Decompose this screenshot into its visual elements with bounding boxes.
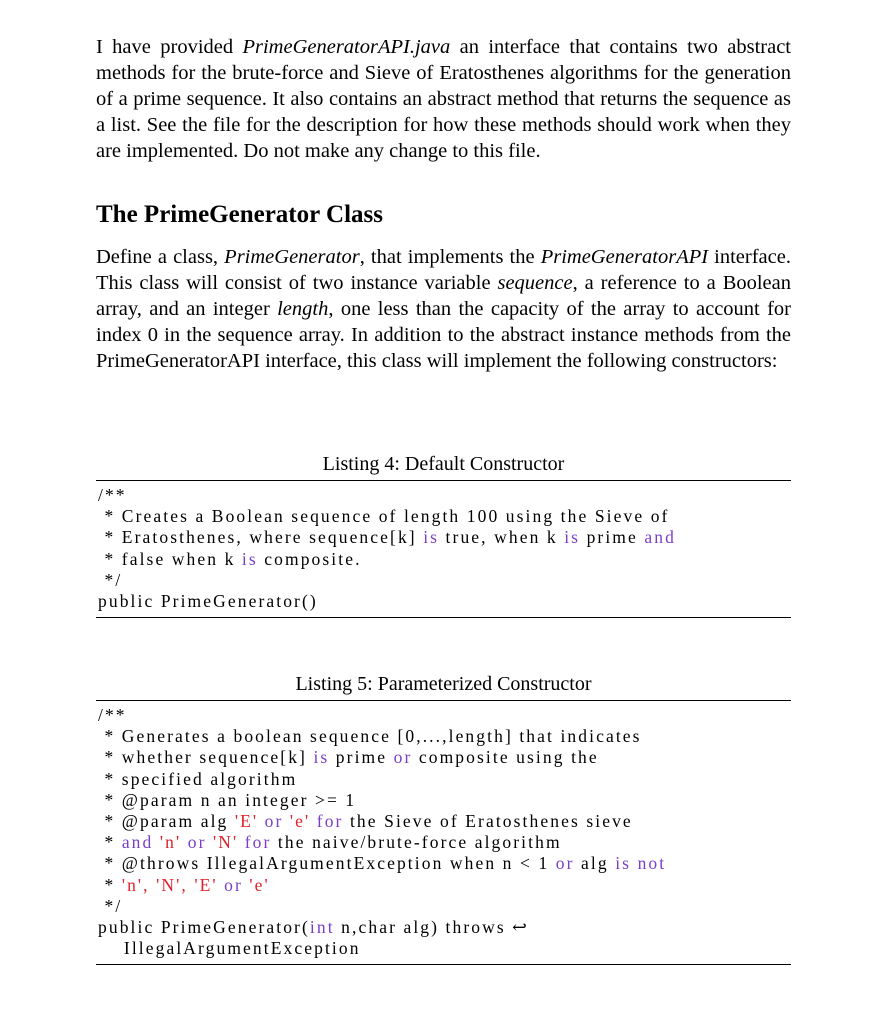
intro-paragraph (96, 34, 791, 164)
code-line: * Generates a boolean sequence [0,...,length] that indicates (98, 726, 642, 747)
code-line (98, 853, 666, 873)
listing-default-constructor (96, 452, 791, 618)
code-line: public PrimeGenerator() (98, 591, 318, 612)
code-keyword: for (316, 811, 344, 832)
class-name: PrimeGenerator (224, 246, 360, 268)
code-line: /** (98, 485, 127, 505)
code-text: * whether sequence[k] (98, 747, 314, 768)
sequence-var: sequence (497, 272, 573, 294)
intro-text: I have provided (96, 36, 243, 58)
code-keyword: int (309, 917, 335, 938)
desc-text-1: Define a class, (96, 246, 225, 268)
document-body (96, 34, 791, 374)
code-text: composite. (257, 548, 362, 569)
code-string: 'E' (234, 811, 259, 832)
listing-bottom-rule (96, 964, 791, 965)
code-line: * Creates a Boolean sequence of length 100 using the Sieve of (98, 506, 670, 527)
code-keyword: or (264, 811, 284, 832)
code-line (98, 811, 633, 831)
code-text: alg (574, 853, 616, 874)
listing-caption: Listing 5: Parameterized Constructor (295, 673, 592, 695)
code-keyword: is (564, 527, 581, 548)
code-line: IllegalArgumentException (98, 938, 361, 959)
code-block (96, 481, 791, 617)
code-text: composite using the (412, 747, 599, 768)
code-line (98, 917, 529, 937)
code-text: n,char alg) throws ↩ (334, 917, 530, 938)
code-line: /** (98, 705, 127, 725)
code-line: * specified algorithm (98, 768, 298, 789)
code-text: * (98, 832, 122, 853)
class-description-paragraph (96, 244, 791, 374)
code-string: 'n' (159, 832, 182, 853)
interface-name: PrimeGeneratorAPI (540, 246, 709, 268)
intro-text-rest: an interface that contains two abstract methods for the brute-force and Sieve of Eratosthenes algorithms for the generation of a prime sequence. It also contains an abstract method that returns the sequence as a list. See the file for the description for how these methods should work when they are implemented. Do not make any change to this file. (96, 36, 791, 162)
code-line: * @param n an integer >= 1 (98, 789, 357, 810)
code-text: prime (580, 527, 645, 548)
code-line (98, 527, 676, 547)
code-text: * @throws IllegalArgumentException when n < 1 (98, 853, 556, 874)
listing-parameterized-constructor (96, 672, 791, 965)
code-string: 'n', 'N', 'E' (121, 874, 218, 895)
code-line: */ (98, 895, 123, 916)
code-text: * Eratosthenes, where sequence[k] (98, 527, 424, 548)
code-text: the naive/brute-force algorithm (271, 832, 562, 853)
desc-text-4: , a reference to a Boolean array, and an integer (96, 272, 792, 320)
code-keyword: is (615, 853, 632, 874)
code-line (98, 875, 270, 895)
code-string: 'N' (212, 832, 239, 853)
desc-text-5: , one less than the capacity of the array to account for index 0 in the sequence array. In addition to the abstract instance methods from the PrimeGeneratorAPI interface, this class will implement the following constructors: (96, 298, 791, 372)
code-keyword: for (244, 832, 272, 853)
code-string: 'e' (249, 874, 270, 895)
code-keyword: or (187, 832, 207, 853)
code-keyword: or (555, 853, 575, 874)
code-keyword: not (637, 853, 667, 874)
code-text: true, when k (439, 527, 565, 548)
code-line (98, 747, 599, 767)
code-text: * (98, 874, 122, 895)
listing-bottom-rule (96, 617, 791, 618)
code-keyword: is (423, 527, 440, 548)
code-keyword: or (393, 747, 413, 768)
code-keyword: is (241, 548, 258, 569)
code-text: the Sieve of Eratosthenes sieve (343, 811, 633, 832)
code-block (96, 701, 791, 964)
code-keyword: and (121, 832, 154, 853)
code-text: prime (329, 747, 394, 768)
code-text: public PrimeGenerator( (98, 917, 310, 938)
length-var: length (277, 298, 329, 320)
code-text: * @param alg (98, 811, 235, 832)
listing-caption: Listing 4: Default Constructor (322, 453, 565, 475)
code-line: */ (98, 569, 123, 590)
code-string: 'e' (289, 811, 311, 832)
section-heading: The PrimeGenerator Class (96, 201, 383, 228)
code-keyword: is (313, 747, 330, 768)
code-text: * false when k (98, 548, 242, 569)
code-keyword: or (224, 874, 243, 895)
desc-text-3: interface. This class will consist of two instance variable (96, 246, 791, 294)
code-line (98, 549, 362, 569)
code-keyword: and (644, 527, 676, 548)
api-file-name: PrimeGeneratorAPI.java (242, 36, 451, 58)
code-line (98, 832, 562, 852)
desc-text-2: , that implements the (359, 246, 541, 268)
